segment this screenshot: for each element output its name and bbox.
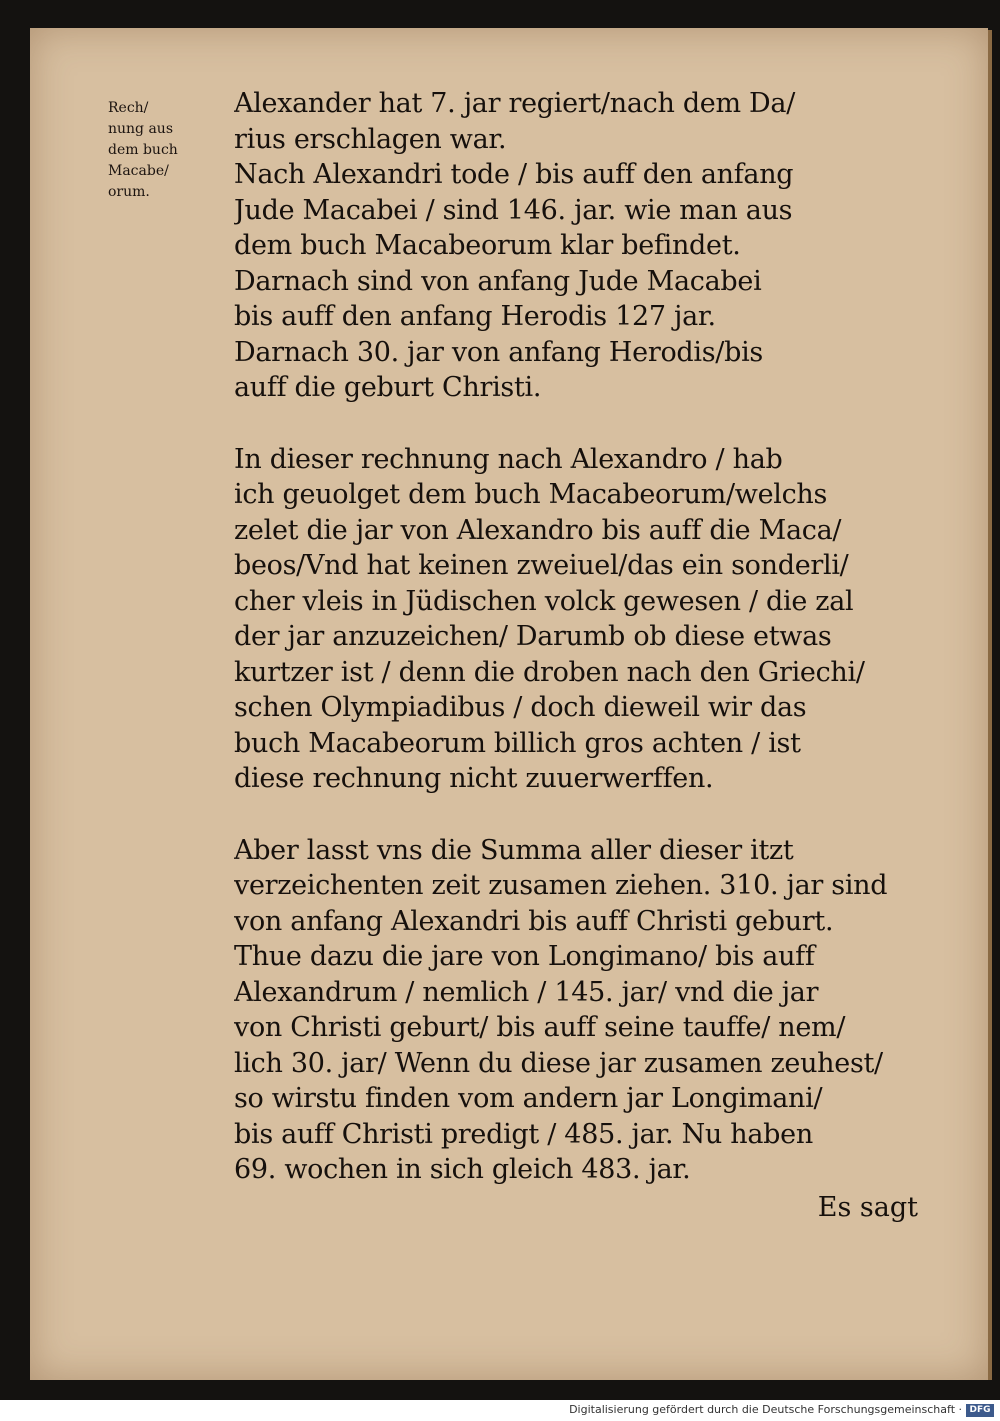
- text-line: In dieser rechnung nach Alexandro / hab: [234, 443, 783, 475]
- dfg-logo: DFG: [966, 1404, 994, 1417]
- text-line: schen Olympiadibus / doch dieweil wir das: [234, 692, 807, 723]
- text-line: so wirstu finden vom andern jar Longimani/: [234, 1083, 823, 1114]
- text-line: ich geuolget dem buch Macabeorum/welchs: [234, 479, 828, 510]
- marginal-note-line: Rech/: [108, 100, 149, 116]
- text-line: dem buch Macabeorum klar befindet.: [234, 230, 741, 261]
- text-line: cher vleis in Jüdischen volck gewesen / die zal: [234, 585, 854, 617]
- text-line: zelet die jar von Alexandro bis auff die Maca/: [234, 514, 842, 546]
- text-line: lich 30. jar/ Wenn du diese jar zusamen zeuhest/: [234, 1047, 883, 1079]
- text-line: kurtzer ist / denn die droben nach den Griechi/: [234, 656, 865, 688]
- text-line: der jar anzuzeichen/ Darumb ob diese etwas: [234, 621, 832, 652]
- text-line: Darnach sind von anfang Jude Macabei: [234, 265, 762, 297]
- paragraph-gap: [234, 406, 924, 442]
- text-line: diese rechnung nicht zuuerwerffen.: [234, 763, 714, 794]
- paragraph-summa: [234, 833, 924, 1188]
- text-line: Alexandrum / nemlich / 145. jar/ vnd die jar: [234, 976, 819, 1008]
- text-line: Jude Macabei / sind 146. jar. wie man aus: [234, 194, 793, 226]
- text-line: Nach Alexandri tode / bis auff den anfang: [234, 159, 794, 190]
- text-line: bis auff den anfang Herodis 127 jar.: [234, 301, 716, 332]
- main-text: [234, 86, 924, 1188]
- text-line: Alexander hat 7. jar regiert/nach dem Da/: [234, 88, 796, 119]
- marginal-note-line: nung aus: [108, 121, 174, 137]
- marginal-note-line: dem buch: [108, 142, 178, 158]
- text-line: buch Macabeorum billich gros achten / ist: [234, 727, 801, 759]
- text-line: rius erschlagen war.: [234, 123, 507, 155]
- text-line: verzeichenten zeit zusamen ziehen. 310. jar sind: [234, 870, 888, 901]
- text-line: 69. wochen in sich gleich 483. jar.: [234, 1154, 691, 1185]
- text-line: bis auff Christi predigt / 485. jar. Nu haben: [234, 1118, 813, 1150]
- marginal-note: [108, 98, 218, 203]
- text-line: Thue dazu die jare von Longimano/ bis auff: [234, 941, 815, 972]
- footer-bar: [0, 1400, 1000, 1421]
- funding-notice: Digitalisierung gefördert durch die Deutsche Forschungsgemeinschaft ·: [569, 1403, 962, 1416]
- text-line: beos/Vnd hat keinen zweiuel/das ein sonderli/: [234, 550, 849, 581]
- marginal-note-line: orum.: [108, 184, 150, 200]
- text-line: Darnach 30. jar von anfang Herodis/bis: [234, 336, 763, 368]
- text-line: von anfang Alexandri bis auff Christi geburt.: [234, 905, 834, 937]
- paragraph-chronology: [234, 86, 924, 406]
- paragraph-gap: [234, 797, 924, 833]
- text-line: Aber lasst vns die Summa aller dieser itzt: [234, 834, 794, 866]
- text-line: auff die geburt Christi.: [234, 372, 542, 403]
- text-line: von Christi geburt/ bis auff seine tauffe/ nem/: [234, 1012, 846, 1043]
- catchword: Es sagt: [817, 1192, 918, 1223]
- paragraph-reckoning: [234, 442, 924, 797]
- marginal-note-line: Macabe/: [108, 163, 169, 179]
